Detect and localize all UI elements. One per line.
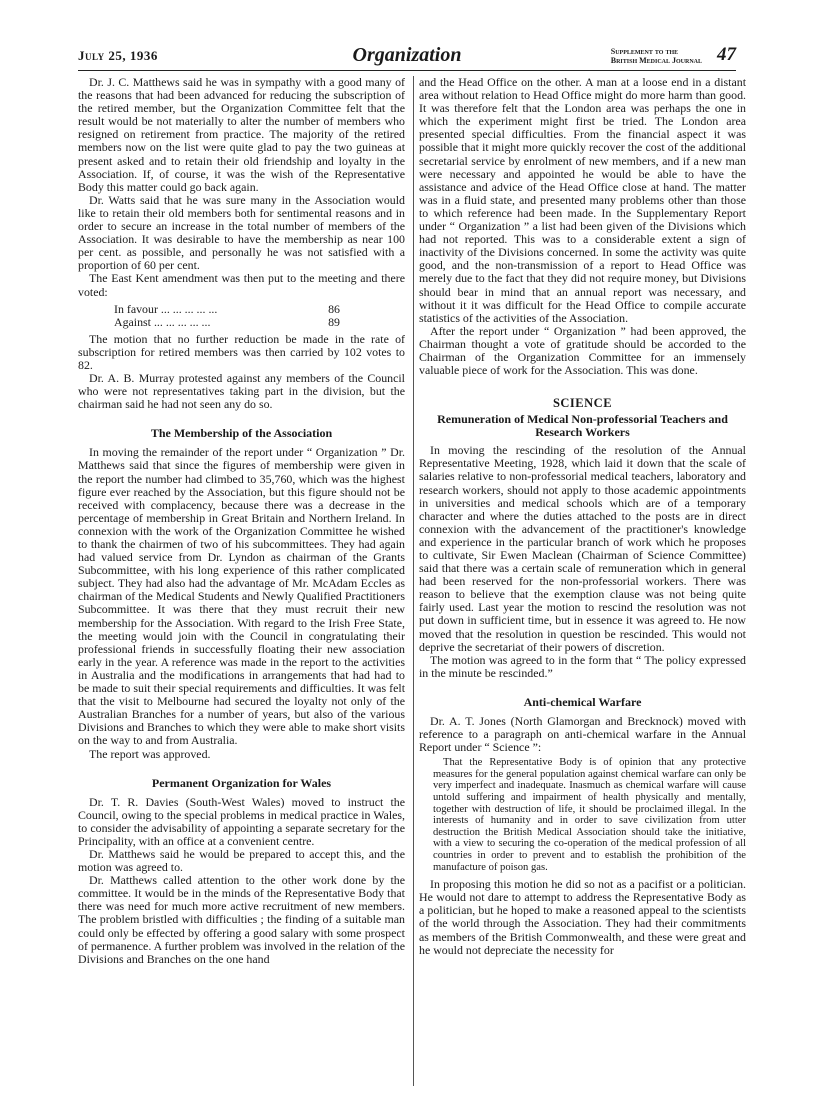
paragraph: In moving the rescinding of the resolution of the Annual Representative Meeting, 1928, which laid it down that the scale of salaries relative to non-professorial medical teachers, laboratory and research workers, should not apply to those academic appointments in universities and medical schools which are of a temporary character and where the duties attached to the posts are in direct connexion with the advancement of the practitioner's knowledge and experience in the particular branch of work which he proposes to cultivate, Sir Ewen Maclean (Chairman of Science Committee) said that there was a certain scale of remuneration which in general had been reserved for the non-professorial workers. There was reason to believe that the exemption clause was not being quite fairly used. Last year the motion to rescind the resolution was not put down in sufficient time, but in essence it was agreed to. He now moved that the resolution in question be rescinded. This would not deprive the secretariat of their powers of discretion. [419,443,746,654]
right-column [419,76,746,957]
vote-row-favour: In favour ... ... ... ... ... 86 [114,301,340,316]
left-column [78,76,405,966]
block-quote [419,757,746,873]
heading-membership: The Membership of the Association [150,426,333,441]
issue-date: July 25, 1936 [78,48,158,63]
paragraph: The motion that no further reduction be made in the rate of subscription for retired members was then carried by 102 votes to 82. [78,331,405,372]
column-divider [413,76,414,1086]
section-title: Organization [352,44,462,66]
quote-text: That the Representative Body is of opinion that any protective measures for the general population against chemical warfare can only be very imperfect and inadequate. Inasmuch as chemical warfare will cause untold suffering and impairment of health physically and mentally, together with destruction of life, it should be proclaimed illegal. In the interests of humanity and in order to save civilization from utter destruction the British Medical Association should take the initiative, with a view to securing the co-operation of the medical profession of all countries in order to prevent and to establish the prohibition of the manufacture of poison gas. [433,757,746,873]
paragraph: Dr. Watts said that he was sure many in the Association would like to retain their old members both for sentimental reasons and in order to secure an increase in the total number of members of the Association. It was desirable to have the membership as near 100 per cent. as possible, and personally he was not satisfied with a proportion of 60 per cent. [78,192,405,273]
paragraph: In proposing this motion he did so not as a pacifist or a politician. He would not dare to attempt to address the Representative Body as a politician, but he hoped to make a reasoned appeal to the scientists of the world through the Association. They had their commitments as members of the British Commonwealth, and these were great and he would not depreciate the necessity for [419,877,746,957]
paragraph: Dr. J. C. Matthews said he was in sympathy with a good many of the reasons that had been advanced for reducing the subscription of the retired member, but the Organization Committee felt that the result would be not materially to alter the number of members who resigned on retirement from practice. The majority of the retired members now on the list were quite glad to pay the two guineas at present asked and to retain their old friendship and loyalty in the Association. If, of course, it was the wish of the Representative Body this matter could go back again. [78,75,405,194]
heading-science: SCIENCE [552,396,613,411]
paragraph: After the report under “ Organization ” had been approved, the Chairman thought a vote of gratitude should be accorded to the Chairman of the Organization Committee for an immensely valuable piece of work for the Association. This was done. [419,323,746,378]
paragraph: Dr. A. B. Murray protested against any members of the Council who were not representatives taking part in the division, but the chairman said he had not seen any do so. [78,371,405,412]
heading-anti-chemical: Anti-chemical Warfare [523,694,642,709]
paragraph: Dr. Matthews said he would be prepared to accept this, and the motion was agreed to. [78,846,405,875]
paragraph: The motion was agreed to in the form that “ The policy expressed in the minute be rescinded.” [419,652,746,680]
paragraph: In moving the remainder of the report under “ Organization ” Dr. Matthews said that since the figures of membership were given in the report the number had climbed to 35,760, which was the highest figure ever reached by the Association, but this figure should not be received with complacency, because there was a decrease in the percentage of membership in Great Britain and Northern Ireland. In connexion with the work of the Organization Committee he wished to thank the chairmen of two of his subcommittees. They had again had valued service from Dr. Lyndon as chairman of the Grants Subcommittee, with his long experience of this rather complicated subject. They had also had the advantage of Mr. McAdam Eccles as chairman of the Medical Students and Newly Qualified Practitioners Subcommittee. It was there that they must recruit their new membership for the Association. With regard to the Irish Free State, the meeting would join with the Council in congratulating their professional friends in successfully floating their new association early in the year. A reference was made in the report to the activities in Australia and the modifications in arrangements that had had to be made to suit their special requirements and difficulties. It was felt that the visit to Melbourne had secured the loyalty not only of the Australian Branches for a number of years, but also of the various Divisions and Branches to which they were able to make short visits on the way to and from Australia. [78,445,405,748]
paragraph: Dr. A. T. Jones (North Glamorgan and Brecknock) moved with reference to a paragraph on anti-chemical warfare in the Annual Report under “ Science ”: [419,713,746,755]
paragraph: and the Head Office on the other. A man at a loose end in a distant area without relation to Head Office might do more harm than good. It was therefore felt that the London area was perhaps the one in which the experiment might first be tried. The London area presented special difficulties. From the financial aspect it was possible that it might more quickly recover the cost of the additional secretarial service by enrolment of new members, and if a new man were necessary and appointed he would be able to have the assistance and advice of the Head Office close at hand. The matter was in a fluid state, and presented many problems other than those to which reference had been made. In the Supplementary Report under “ Organization ” a list had been given of the Divisions which had not reported. This was to a considerable extent a sign of inactivity of the Divisions concerned. In some the activity was quite good, and the non-transmission of a report to Head Office was merely due to the fact that they did not require money, but Divisions should bear in mind that an annual report was necessary, and without it it was difficult for the Head Office to compile accurate statistics of the activities of the Association. [419,75,746,325]
heading-remuneration: Remuneration of Medical Non-professorial Teachers and Research Workers [437,412,728,440]
paragraph: The East Kent amendment was then put to the meeting and there voted: [78,271,405,299]
supplement-label: Supplement to the British Medical Journal [610,47,702,65]
page-number: 47 [717,44,736,65]
paragraph: Dr. T. R. Davies (South-West Wales) moved to instruct the Council, owing to the special problems in medical practice in Wales, to consider the advisability of appointing a separate secretary for the Principality, with an office at a convenient centre. [78,794,405,848]
heading-wales: Permanent Organization for Wales [151,775,332,790]
paragraph: Dr. Matthews called attention to the other work done by the committee. It would be in the minds of the Representative Body that there was need for much more active recruitment of new members. The problem bristled with difficulties ; the finding of a suitable man could only be effected by offering a good salary with some prospect of permanence. A further problem was involved in the relation of the Divisions and Branches on the one hand [78,873,405,966]
page-header [78,44,736,71]
vote-row-against: Against ... ... ... ... ... 89 [114,314,340,329]
paragraph: The report was approved. [89,746,211,761]
